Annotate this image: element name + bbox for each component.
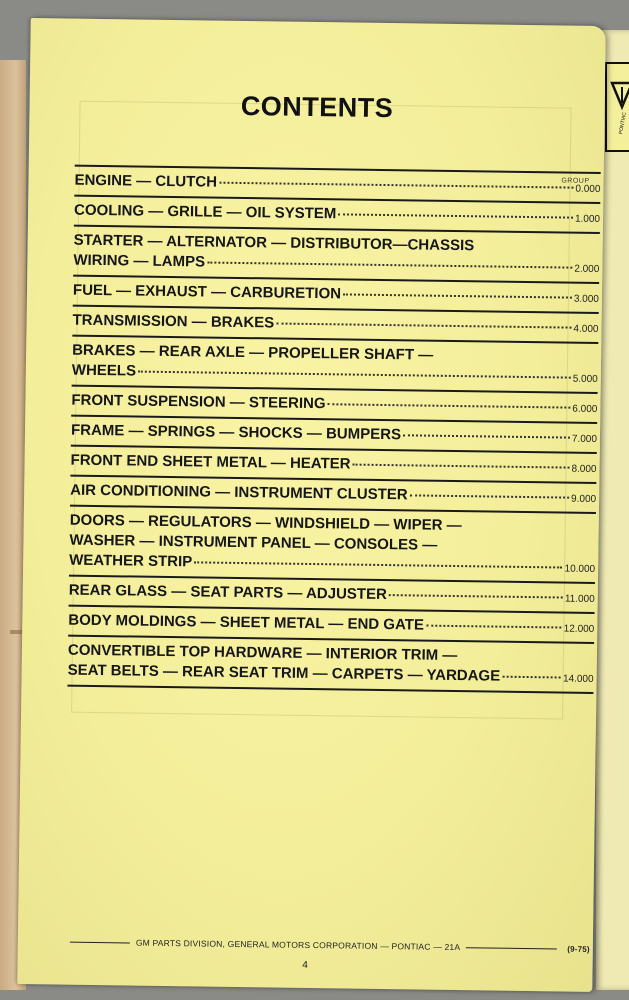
toc-entry-title: WEATHER STRIP [69, 551, 193, 571]
toc-entry-title: TRANSMISSION — BRAKES [72, 311, 275, 332]
toc-entry-title: SEAT BELTS — REAR SEAT TRIM — CARPETS — YARDAGE [67, 661, 501, 685]
toc-entry-title: DOORS — REGULATORS — WINDSHIELD — WIPER — [69, 511, 462, 535]
footer-rule-right [466, 947, 557, 949]
toc-entry [72, 335, 599, 392]
svg-text:PONTIAC: PONTIAC [618, 111, 628, 135]
toc-entry-title: REAR GLASS — SEAT PARTS — ADJUSTER [68, 581, 387, 604]
dot-leader [389, 594, 563, 598]
pontiac-arrowhead-icon [609, 77, 629, 137]
toc-entry-title: FRONT END SHEET METAL — HEATER [70, 451, 351, 473]
dot-leader [353, 464, 570, 469]
page-number: 4 [302, 959, 308, 971]
dot-leader [426, 625, 562, 629]
dot-leader [403, 434, 570, 438]
toc-entry-title: BODY MOLDINGS — SHEET METAL — END GATE [68, 611, 425, 634]
group-number: 6.000 [572, 403, 598, 415]
group-number: 12.000 [563, 623, 595, 635]
dot-leader [219, 182, 573, 189]
toc-entry-title: COOLING — GRILLE — OIL SYSTEM [73, 201, 337, 223]
toc-entry-title: AIR CONDITIONING — INSTRUMENT CLUSTER [70, 481, 408, 504]
group-number: 10.000 [564, 563, 596, 575]
toc-entry-title: FUEL — EXHAUST — CARBURETION [72, 281, 342, 303]
toc-entry-title: BRAKES — REAR AXLE — PROPELLER SHAFT — [72, 341, 434, 364]
dot-leader [138, 371, 571, 379]
group-number: 14.000 [562, 673, 594, 685]
group-number: 0.000 [575, 183, 601, 196]
toc-entry [67, 635, 594, 694]
footer-date: (9-75) [567, 944, 590, 954]
dot-leader [194, 561, 562, 568]
group-number: 11.000 [564, 593, 595, 605]
footer-publisher: GM PARTS DIVISION, GENERAL MOTORS CORPORATION — PONTIAC — 21A [135, 937, 461, 953]
page-footer [64, 937, 590, 954]
toc-entry-title: FRAME — SPRINGS — SHOCKS — BUMPERS [70, 421, 402, 444]
group-number: 9.000 [570, 493, 597, 505]
dot-leader [207, 262, 572, 269]
page-title: CONTENTS [240, 90, 394, 124]
group-number: 2.000 [574, 263, 600, 275]
group-number: 4.000 [573, 323, 599, 335]
dot-leader [502, 676, 561, 679]
group-number: 5.000 [572, 373, 598, 385]
toc-entry-title: CONVERTIBLE TOP HARDWARE — INTERIOR TRIM — [67, 641, 458, 665]
toc-entry-title: STARTER — ALTERNATOR — DISTRIBUTOR—CHASSIS [73, 231, 475, 255]
group-number: 8.000 [571, 463, 597, 475]
dot-leader [343, 293, 572, 298]
group-column-header: GROUP [561, 177, 590, 185]
dot-leader [338, 213, 573, 218]
dot-leader [410, 494, 569, 498]
group-number: 7.000 [571, 433, 598, 445]
toc-entry-title: WASHER — INSTRUMENT PANEL — CONSOLES — [69, 531, 438, 554]
pontiac-logo [605, 62, 629, 152]
toc-entry-title: WHEELS [71, 361, 137, 380]
group-number: 3.000 [573, 293, 599, 305]
toc-entry-title: FRONT SUSPENSION — STEERING [71, 391, 326, 413]
toc-entry [73, 225, 600, 282]
dot-leader [328, 403, 571, 408]
toc-entry-title: WIRING — LAMPS [73, 251, 206, 271]
footer-rule-left [70, 941, 130, 943]
group-number: 1.000 [574, 213, 601, 225]
toc-entry-title: ENGINE — CLUTCH [74, 171, 218, 191]
contents-list [67, 165, 600, 694]
catalog-page [17, 18, 605, 992]
dot-leader [276, 322, 571, 328]
toc-entry [69, 505, 596, 582]
